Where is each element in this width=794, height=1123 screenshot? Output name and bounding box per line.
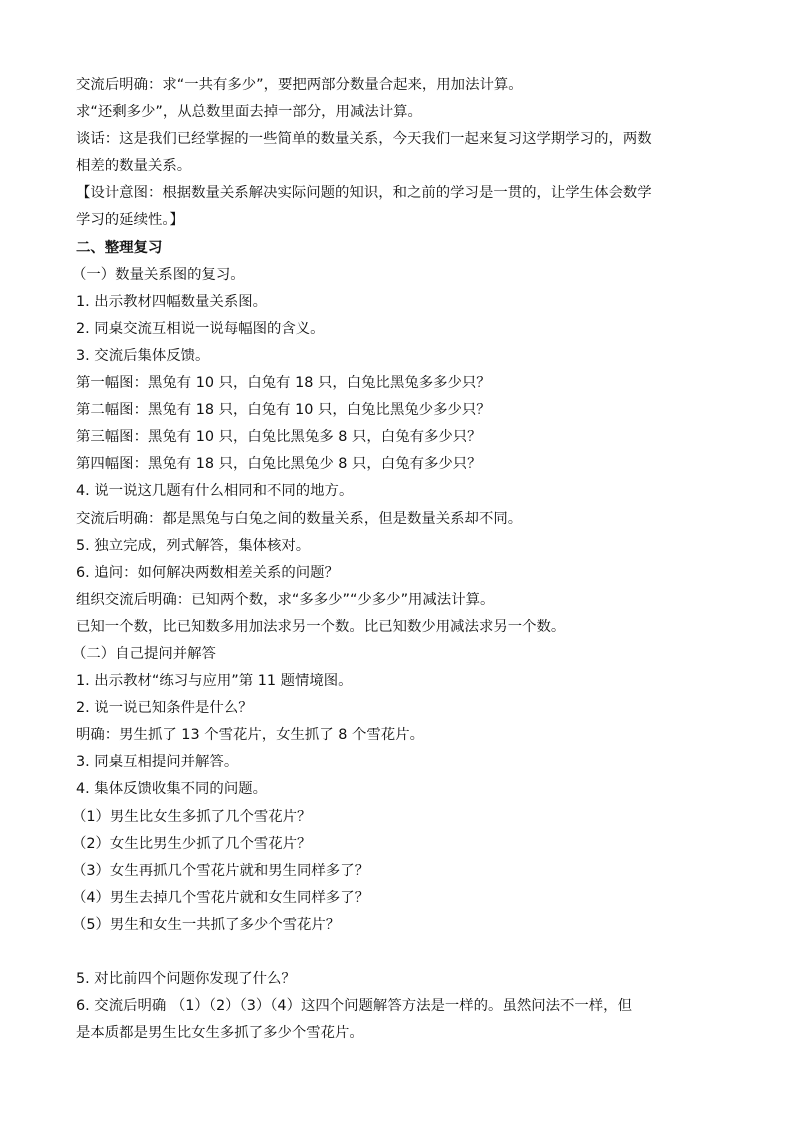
question-line: 第三幅图：黑兔有 10 只，白兔比黑兔多 8 只，白兔有多少只？ — [76, 429, 482, 446]
question-line: （3）女生再抓几个雪花片就和男生同样多了？ — [72, 862, 369, 879]
list-item: 6. 追问：如何解决两数相差关系的问题？ — [76, 564, 339, 581]
question-line: 第四幅图：黑兔有 18 只，白兔比黑兔少 8 只，白兔有多少只？ — [76, 456, 482, 473]
list-item: 5. 独立完成，列式解答，集体核对。 — [76, 537, 311, 554]
paragraph-line: 相差的数量关系。 — [76, 158, 192, 175]
list-item: 3. 同桌互相提问并解答。 — [76, 754, 239, 771]
paragraph-line: 明确：男生抓了 13 个雪花片，女生抓了 8 个雪花片。 — [76, 727, 424, 744]
list-item: 5. 对比前四个问题你发现了什么？ — [76, 971, 296, 988]
question-line: 第一幅图：黑兔有 10 只，白兔有 18 只，白兔比黑兔多多少只？ — [76, 375, 491, 392]
design-intent-line: 学习的延续性。】 — [76, 212, 184, 229]
paragraph-line: 组织交流后明确：已知两个数，求“多多少”“少多少”用减法计算。 — [76, 591, 495, 608]
list-item: 2. 同桌交流互相说一说每幅图的含义。 — [76, 320, 325, 337]
paragraph-line: 是本质都是男生比女生多抓了多少个雪花片。 — [76, 1025, 364, 1042]
paragraph-line: 已知一个数，比已知数多用加法求另一个数。比已知数少用减法求另一个数。 — [76, 618, 566, 635]
list-item: 2. 说一说已知条件是什么？ — [76, 700, 253, 717]
question-line: （2）女生比男生少抓了几个雪花片？ — [72, 835, 312, 852]
question-line: （5）男生和女生一共抓了多少个雪花片？ — [72, 916, 341, 933]
list-item: 4. 说一说这几题有什么相同和不同的地方。 — [76, 483, 354, 500]
paragraph-line: 交流后明确：求“一共有多少”，要把两部分数量合起来，用加法计算。 — [76, 77, 523, 93]
paragraph-line: 求“还剩多少”，从总数里面去掉一部分，用减法计算。 — [76, 104, 422, 121]
list-item: 6. 交流后明确 （1）（2）（3）（4）这四个问题解答方法是一样的。虽然问法不一样，但 — [76, 998, 632, 1015]
question-line: 第二幅图：黑兔有 18 只，白兔有 10 只，白兔比黑兔少多少只？ — [76, 402, 491, 419]
list-item: 1. 出示教材四幅数量关系图。 — [76, 293, 267, 310]
section-heading: 二、整理复习 — [76, 239, 163, 256]
document-page — [72, 72, 726, 1047]
list-item: 4. 集体反馈收集不同的问题。 — [76, 781, 267, 798]
subsection-heading: （一）数量关系图的复习。 — [72, 266, 245, 283]
design-intent-line: 【设计意图：根据数量关系解决实际问题的知识，和之前的学习是一贯的，让学生体会数学 — [76, 185, 652, 202]
blank-line — [76, 939, 726, 966]
question-line: （4）男生去掉几个雪花片就和女生同样多了？ — [72, 889, 369, 906]
paragraph-line: 谈话：这是我们已经掌握的一些简单的数量关系，今天我们一起来复习这学期学习的，两数 — [76, 131, 652, 148]
list-item: 1. 出示教材“练习与应用”第 11 题情境图。 — [76, 673, 353, 690]
question-line: （1）男生比女生多抓了几个雪花片？ — [72, 808, 312, 825]
subsection-heading: （二）自己提问并解答 — [72, 645, 216, 662]
paragraph-line: 交流后明确：都是黑兔与白兔之间的数量关系，但是数量关系却不同。 — [76, 510, 523, 527]
list-item: 3. 交流后集体反馈。 — [76, 347, 210, 364]
